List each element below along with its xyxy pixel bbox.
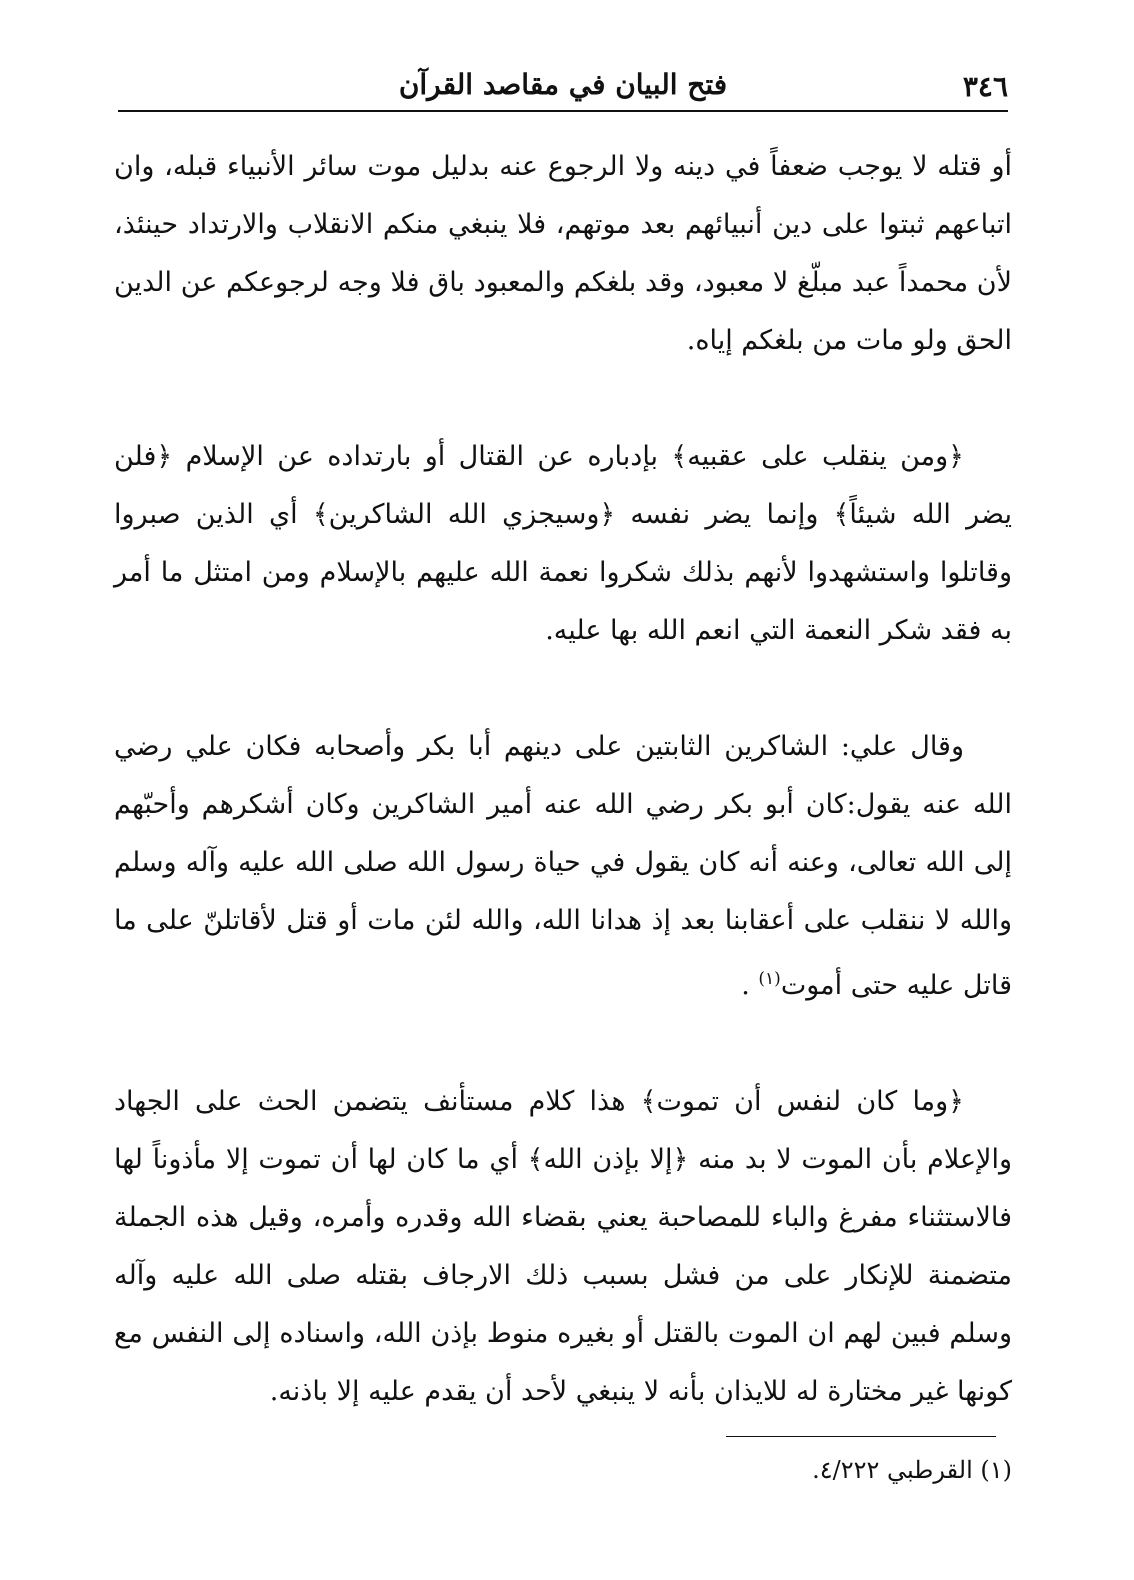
footnote: (١) القرطبي ٤/٢٢٢. xyxy=(812,1456,1012,1484)
running-head xyxy=(118,62,1008,108)
paragraph-3 xyxy=(114,718,1012,1015)
paragraph-1: أو قتله لا يوجب ضعفاً في دينه ولا الرجوع عنه بدليل موت سائر الأنبياء قبله، وان اتباعهم ثبتوا على دين أنبيائهم بعد موتهم، فلا ينبغي منكم الانقلاب والارتداد حينئذ، لأن محمداً عبد مبلّغ لا معبود، وقد بلغكم والمعبود باق فلا وجه لرجوعكم عن الدين الحق ولو مات من بلغكم إياه. xyxy=(114,151,1012,356)
footnote-rule xyxy=(726,1436,996,1437)
paragraph-3-tail: . xyxy=(741,970,759,1001)
paragraph-2: ﴿ومن ينقلب على عقبيه﴾ بإدباره عن القتال أو بارتداده عن الإسلام ﴿فلن يضر الله شيئاً﴾ وإنما يضر نفسه ﴿وسيجزي الله الشاكرين﴾ أي الذين صبروا وقاتلوا واستشهدوا لأنهم بذلك شكروا نعمة الله عليهم بالإسلام ومن امتثل ما أمر به فقد شكر النعمة التي انعم الله بها عليه. xyxy=(114,441,1012,646)
page-number: ٣٤٦ xyxy=(962,70,1008,103)
paragraph-4: ﴿وما كان لنفس أن تموت﴾ هذا كلام مستأنف يتضمن الحث على الجهاد والإعلام بأن الموت لا بد منه ﴿إلا بإذن الله﴾ أي ما كان لها أن تموت إلا مأذوناً لها فالاستثناء مفرغ والباء للمصاحبة يعني بقضاء الله وقدره وأمره، وقيل هذه الجملة متضمنة للإنكار على من فشل بسبب ذلك الارجاف بقتله صلى الله عليه وآله وسلم فبين لهم ان الموت بالقتل أو بغيره منوط بإذن الله، واسناده إلى النفس مع كونها غير مختارة له للايذان بأنه لا ينبغي لأحد أن يقدم عليه إلا باذنه. xyxy=(114,1086,1012,1407)
paragraph-3-text: وقال علي: الشاكرين الثابتين على دينهم أبا بكر وأصحابه فكان علي رضي الله عنه يقول:كان أبو بكر رضي الله عنه أمير الشاكرين وكان أشكرهم وأحبّهم إلى الله تعالى، وعنه أنه كان يقول في حياة رسول الله صلى الله عليه وآله وسلم والله لا ننقلب على أعقابنا بعد إذ هدانا الله، والله لئن مات أو قتل لأقاتلنّ على ما قاتل عليه حتى أموت xyxy=(114,731,1012,1001)
book-title: فتح البيان في مقاصد القرآن xyxy=(398,68,728,101)
header-rule xyxy=(118,110,1008,112)
body-text xyxy=(114,138,1012,1421)
footnote-reference: (١) xyxy=(758,969,781,989)
